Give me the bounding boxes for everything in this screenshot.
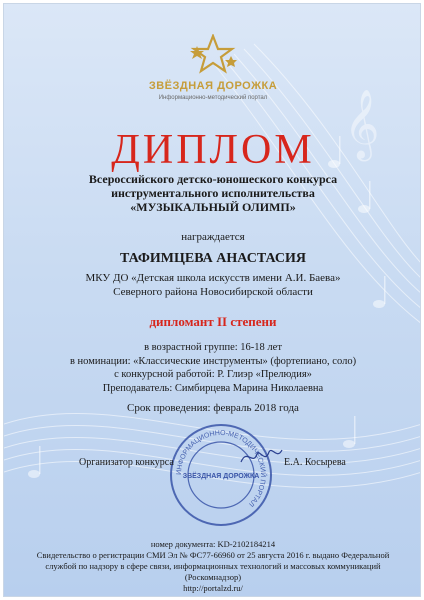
logo-title: ЗВЁЗДНАЯ ДОРОЖКА — [148, 80, 278, 92]
diploma-heading: ДИПЛОМ — [111, 127, 315, 173]
organizer-label: Организатор конкурса — [79, 457, 174, 468]
signature — [239, 444, 284, 469]
logo-subtitle: Информационно-методический портал — [158, 95, 268, 101]
award-details — [4, 341, 421, 395]
contest-period: Срок проведения: февраль 2018 года — [127, 402, 299, 414]
document-number: номер документа: KD-2102184214 — [150, 539, 276, 549]
school-line-1: МКУ ДО «Детская школа искусств имени А.И. Баева» — [85, 272, 341, 284]
svg-text:𝄞: 𝄞 — [344, 89, 380, 159]
portal-url[interactable]: http://portalzd.ru/ — [183, 583, 243, 593]
registration-line-2: службой по надзору в сфере связи, информационных технологий и массовых коммуникаций — [45, 561, 381, 571]
school-info — [4, 271, 421, 299]
registration-line-1: Свидетельство о регистрации СМИ Эл № ФС77-66960 от 25 августа 2016 г. выдано Федеральной — [36, 550, 390, 560]
awarded-label: награждается — [181, 231, 245, 243]
teacher: Преподаватель: Симбирцева Марина Николаевна — [102, 382, 324, 394]
contest-line-2: инструментального исполнительства — [111, 186, 315, 200]
recipient-name: ТАФИМЦЕВА АНАСТАСИЯ — [120, 251, 306, 266]
stars-logo-icon — [187, 34, 239, 76]
official-stamp — [166, 420, 276, 530]
organizer-name: Е.А. Косырева — [284, 457, 346, 468]
competition-work: с конкурсной работой: Р. Глиэр «Прелюдия» — [114, 369, 312, 380]
contest-title — [4, 172, 421, 214]
diploma-page — [3, 3, 421, 597]
degree-label: дипломант II степени — [149, 314, 277, 329]
nomination: в номинации: «Классические инструменты» (фортепиано, соло) — [69, 355, 357, 367]
registration-line-3: (Роскомнадзор) — [184, 572, 242, 582]
stamp-ring-text: ИНФОРМАЦИОННО-МЕТОДИЧЕСКИЙ ПОРТАЛ — [175, 429, 267, 508]
stamp-center-text: ЗВЁЗДНАЯ ДОРОЖКА — [182, 473, 260, 480]
contest-line-1: Всероссийского детско-юношеского конкурса — [88, 172, 338, 186]
footer-info — [4, 539, 421, 594]
school-line-2: Северного района Новосибирской области — [113, 286, 313, 298]
age-group: в возрастной группе: 16-18 лет — [144, 342, 282, 353]
contest-line-3: «МУЗЫКАЛЬНЫЙ ОЛИМП» — [130, 200, 296, 214]
